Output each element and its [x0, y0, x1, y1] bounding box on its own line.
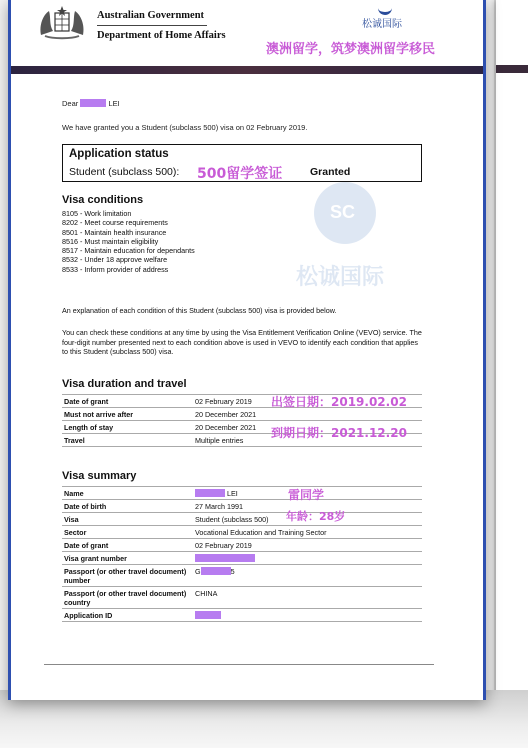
footer-divider — [44, 664, 434, 665]
table-row — [62, 487, 422, 500]
row-value: 20 December 2021 — [193, 421, 422, 434]
letterhead — [11, 0, 483, 66]
age-annotation: 年龄：28岁 — [286, 510, 346, 523]
condition-item: 8501 - Maintain health insurance — [62, 227, 167, 237]
visa-letter-page — [8, 0, 486, 700]
row-value: 20 December 2021 — [193, 408, 422, 421]
row-label: Visa grant number — [62, 552, 193, 565]
status-title: Application status — [69, 148, 169, 160]
row-value — [193, 609, 422, 622]
row-label: Passport (or other travel document) country — [62, 587, 193, 609]
grant-date-annotation: 出签日期：2019.02.02 — [271, 395, 407, 409]
status-value: Granted — [310, 166, 351, 178]
condition-item: 8517 - Maintain education for dependants — [62, 246, 195, 256]
condition-item: 8105 - Work limitation — [62, 209, 132, 218]
summary-title: Visa summary — [62, 470, 137, 482]
watermark-name: 松诚国际 — [296, 265, 385, 290]
letterhead-divider — [97, 25, 207, 26]
salutation-dear: Dear — [62, 99, 79, 108]
row-value: Vocational Education and Training Sector — [193, 526, 422, 539]
row-label: Date of birth — [62, 500, 193, 513]
condition-item: 8202 - Meet course requirements — [62, 218, 168, 228]
row-label: Sector — [62, 526, 193, 539]
table-row — [62, 565, 422, 587]
row-label: Passport (or other travel document) number — [62, 565, 193, 587]
redaction-block — [201, 567, 231, 575]
passport-suffix: 5 — [230, 566, 235, 576]
agency-logo-name: 松诚国际 — [362, 19, 402, 30]
coat-of-arms-icon — [37, 5, 87, 41]
table-row — [62, 539, 422, 552]
watermark-mark: SC — [330, 202, 356, 222]
table-row — [62, 526, 422, 539]
agency-watermark — [286, 182, 406, 302]
salutation — [62, 99, 120, 108]
conditions-explanation: An explanation of each condition of this Student (subclass 500) visa is provided below. — [62, 306, 337, 315]
row-value: CHINA — [193, 587, 422, 609]
status-label: Student (subclass 500): — [69, 166, 180, 178]
expiry-date-annotation: 到期日期：2021.12.20 — [271, 426, 407, 440]
row-label: Name — [62, 487, 193, 500]
agency-logo-icon — [378, 3, 392, 15]
row-value — [193, 565, 422, 587]
row-label: Date of grant — [62, 395, 193, 408]
passport-prefix: G — [195, 566, 201, 576]
table-row — [62, 500, 422, 513]
table-row — [62, 609, 422, 622]
row-label: Visa — [62, 513, 193, 526]
row-label: Application ID — [62, 609, 193, 622]
salutation-surname: LEI — [108, 99, 120, 108]
table-row — [62, 552, 422, 565]
page-left-border — [8, 0, 11, 700]
application-status-box — [62, 144, 422, 182]
row-value — [193, 552, 422, 565]
condition-item: 8533 - Inform provider of address — [62, 264, 169, 274]
row-value: 02 February 2019 — [193, 395, 422, 408]
row-value: Multiple entries — [193, 434, 422, 447]
vevo-paragraph: You can check these conditions at any time by using the Visa Entitlement Verification Online (VEVO) service. The four-digit number presented next to each condition above is used in VEVO to identify each condition that applies to this Student (subclass 500) visa. — [62, 328, 422, 356]
redaction-block — [80, 99, 106, 107]
adjacent-page — [494, 0, 528, 718]
government-name: Australian Government — [97, 10, 205, 21]
redaction-block — [195, 489, 225, 497]
table-row — [62, 587, 422, 609]
letterhead-band — [11, 66, 483, 74]
name-value: LEI — [227, 488, 238, 498]
conditions-list — [62, 209, 195, 274]
conditions-title: Visa conditions — [62, 194, 144, 206]
page-right-border — [483, 0, 486, 700]
row-value: 02 February 2019 — [193, 539, 422, 552]
row-label: Must not arrive after — [62, 408, 193, 421]
condition-item: 8516 - Must maintain eligibility — [62, 236, 159, 246]
table-row — [62, 513, 422, 526]
row-value: Student (subclass 500) — [193, 513, 422, 526]
redaction-block — [195, 611, 221, 619]
grant-statement: We have granted you a Student (subclass 500) visa on 02 February 2019. — [62, 123, 308, 132]
adjacent-page-band — [496, 65, 528, 73]
row-label: Length of stay — [62, 421, 193, 434]
status-annotation: 500留学签证 — [197, 166, 283, 182]
adjacent-page-sheet — [496, 0, 528, 700]
redaction-block — [195, 554, 255, 562]
row-value: 27 March 1991 — [193, 500, 422, 513]
department-name: Department of Home Affairs — [97, 30, 226, 41]
duration-title: Visa duration and travel — [62, 378, 187, 390]
row-label: Date of grant — [62, 539, 193, 552]
condition-item: 8532 - Under 18 approve welfare — [62, 255, 168, 265]
name-annotation: 雷同学 — [288, 488, 325, 502]
summary-table — [62, 486, 422, 622]
agency-slogan: 澳洲留学，筑梦澳洲留学移民 — [266, 42, 436, 57]
row-label: Travel — [62, 434, 193, 447]
